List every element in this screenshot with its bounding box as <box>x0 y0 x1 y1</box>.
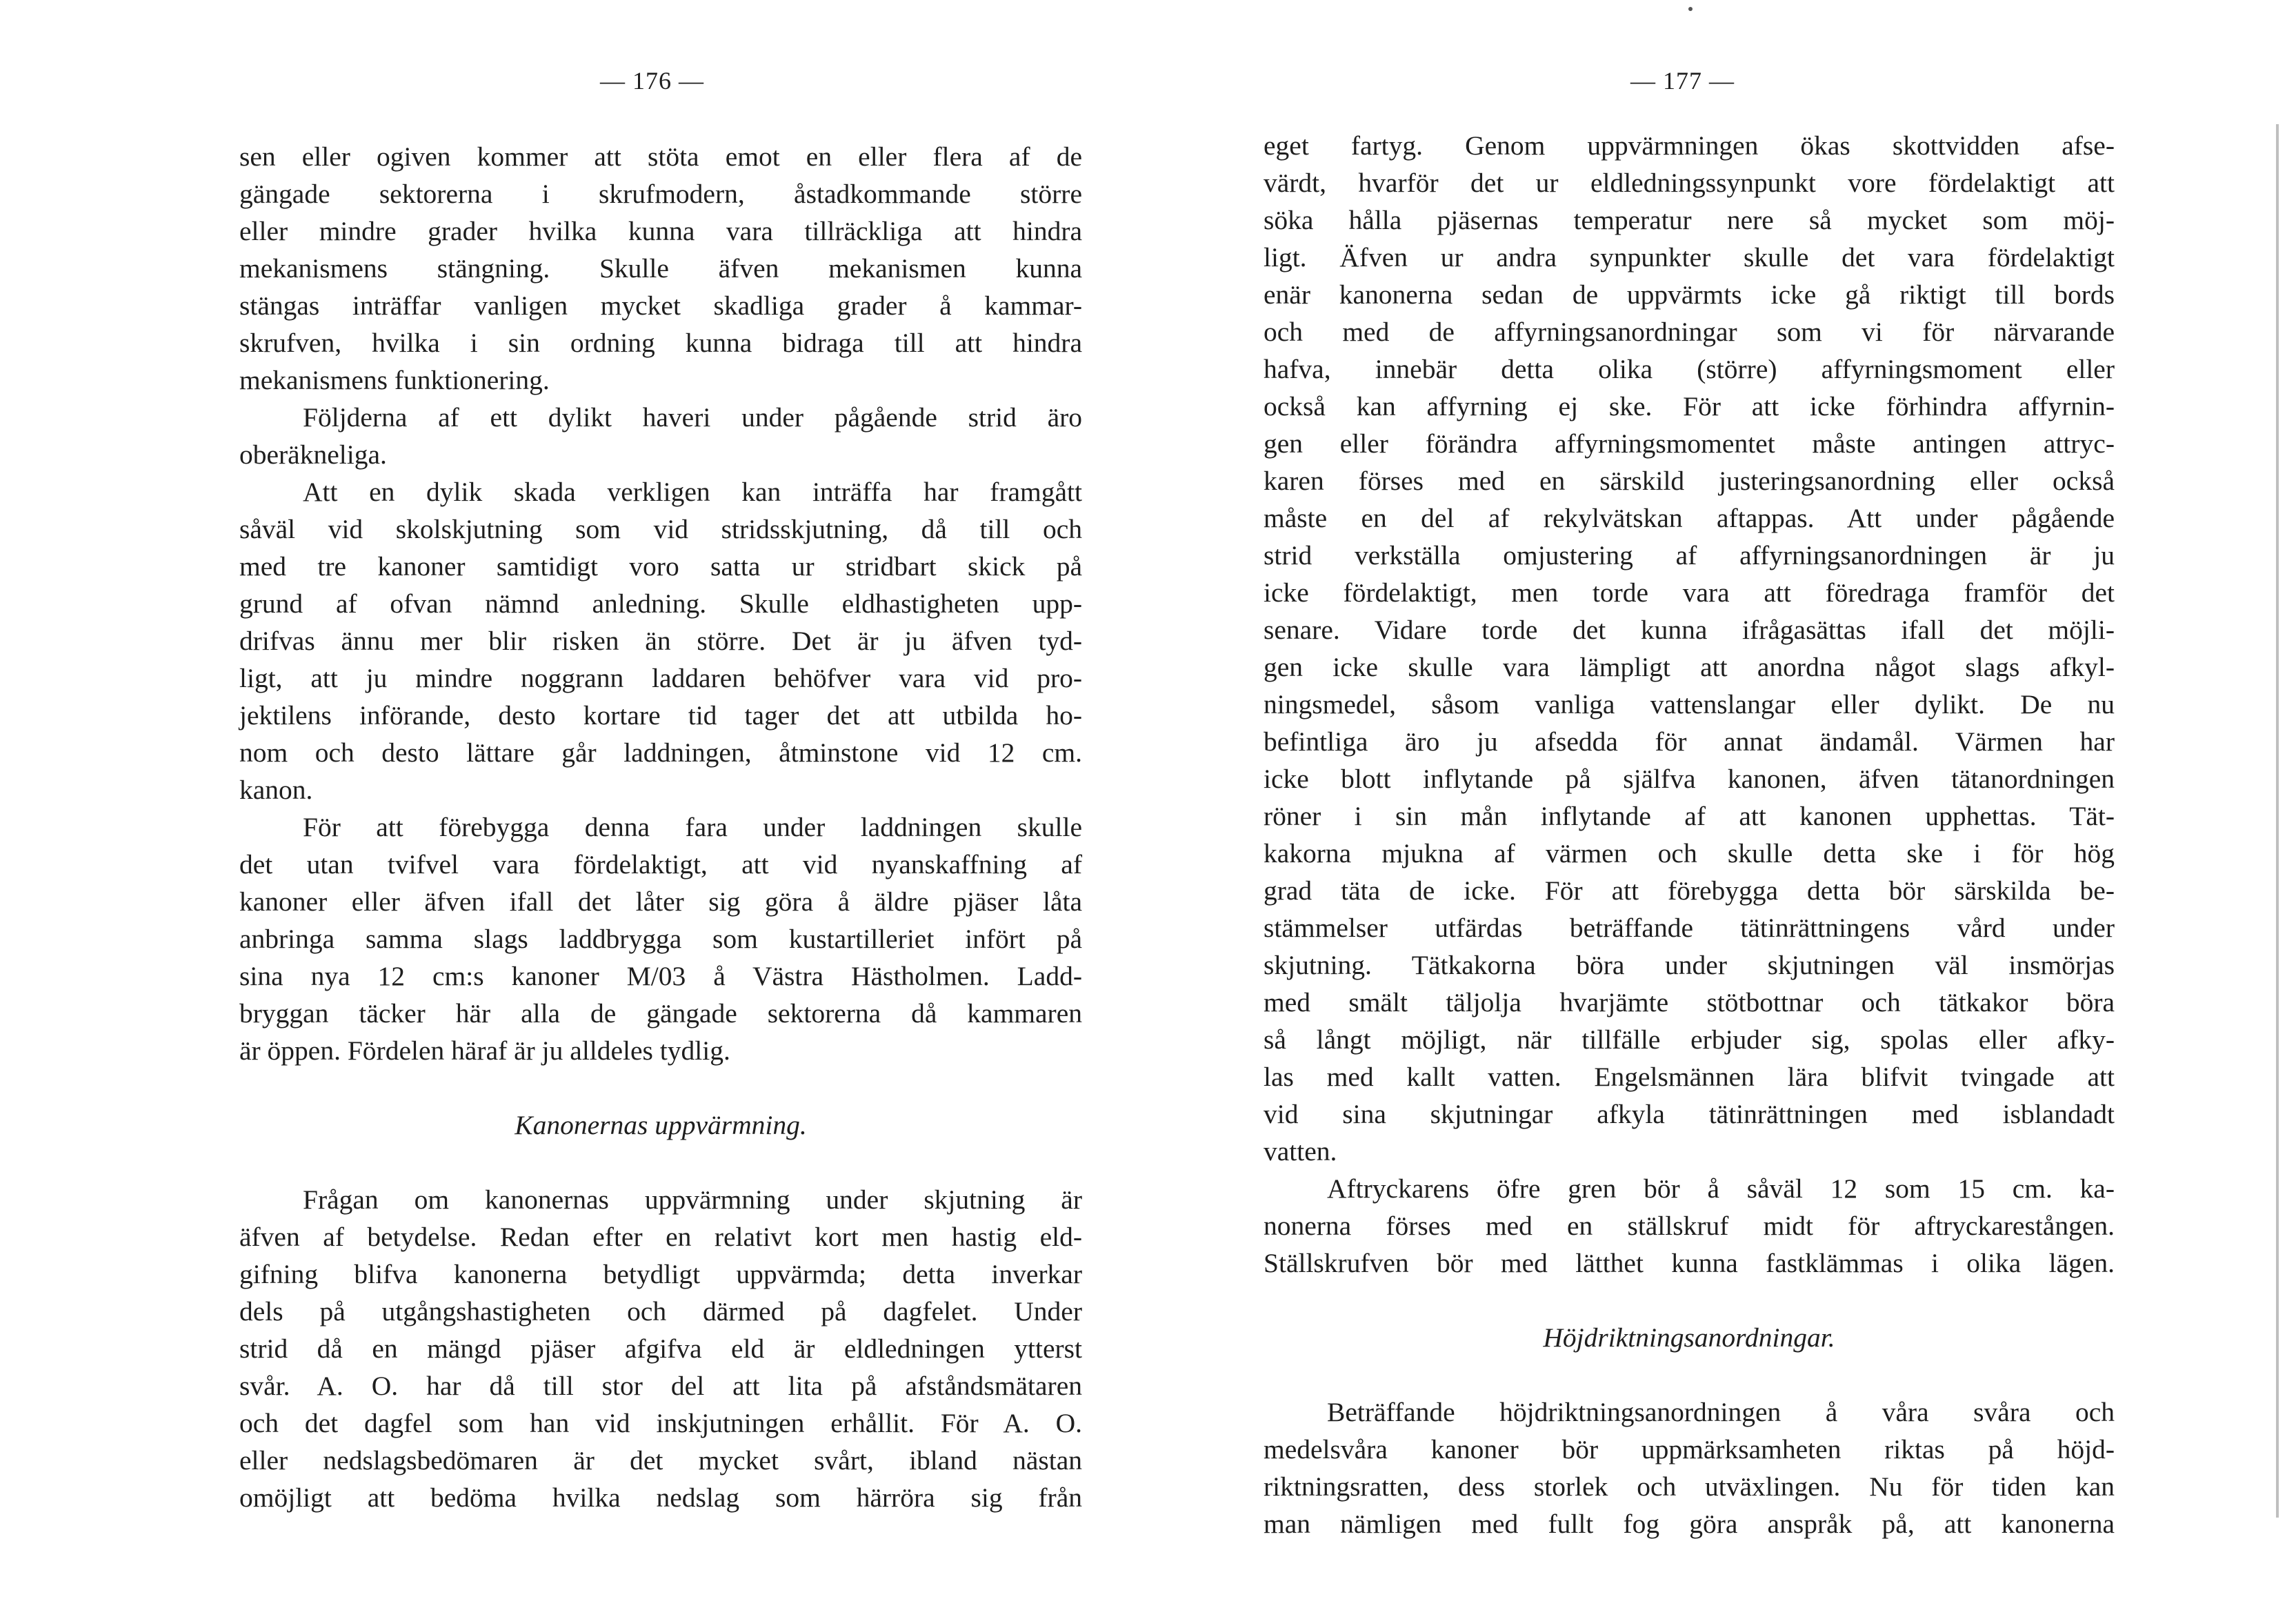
blank-line <box>239 1069 1082 1106</box>
paragraph-first-line: Frågan om kanonernas uppvärmning under skjutning är <box>303 1184 1082 1215</box>
text-line: med tre kanoner samtidigt voro satta ur stridbart skick på <box>239 551 1082 582</box>
text-line: skrufven, hvilka i sin ordning kunna bidraga till att hindra <box>239 328 1082 358</box>
paragraph-first-line: Att en dylik skada verkligen kan inträffa har framgått <box>303 477 1082 507</box>
text-line: gifning blifva kanonerna betydligt uppvärmda; detta inverkar <box>239 1259 1082 1289</box>
text-line: eget fartyg. Genom uppvärmningen ökas skottvidden afse- <box>1264 130 2115 161</box>
text-line: såväl vid skolskjutning som vid stridsskjutning, då till och <box>239 514 1082 544</box>
section-heading: Höjdriktningsanordningar. <box>1543 1322 1835 1353</box>
text-line: skjutning. Tätkakorna böra under skjutningen väl insmörjas <box>1264 950 2115 980</box>
text-line: gängade sektorerna i skrufmodern, åstadkommande större <box>239 179 1082 209</box>
text-line: man nämligen med fullt fog göra anspråk på, att kanonerna <box>1264 1509 2115 1539</box>
text-line: stämmelser utfärdas beträffande tätinrättningens vård under <box>1264 913 2115 943</box>
text-line: sina nya 12 cm:s kanoner M/03 å Västra Hästholmen. Ladd- <box>239 961 1082 991</box>
text-line: ningsmedel, såsom vanliga vattenslangar eller dylikt. De nu <box>1264 689 2115 719</box>
text-line: gen icke skulle vara lämpligt att anordna något slags afkyl- <box>1264 652 2115 682</box>
text-line: mekanismens stängning. Skulle äfven mekanismen kunna <box>239 253 1082 284</box>
text-line: och med de affyrningsanordningar som vi för närvarande <box>1264 317 2115 347</box>
text-line: vid sina skjutningar afkyla tätinrättningen med isblandadt <box>1264 1099 2115 1129</box>
text-line: söka hålla pjäsernas temperatur nere så mycket som möj- <box>1264 205 2115 235</box>
blank-line <box>1264 1282 2115 1319</box>
print-speck <box>1688 7 1693 11</box>
page-number-right: — 177 — <box>1630 67 1735 95</box>
text-line: gen eller förändra affyrningsmomentet måste antingen attryc- <box>1264 428 2115 459</box>
right-page-text <box>1264 127 2115 1542</box>
text-line: nonerna förses med en ställskruf midt för aftryckarestången. <box>1264 1211 2115 1241</box>
text-line: dels på utgångshastigheten och därmed på dagfelet. Under <box>239 1296 1082 1327</box>
text-line: mekanismens funktionering. <box>239 365 550 395</box>
text-line: nom och desto lättare går laddningen, åtminstone vid 12 cm. <box>239 737 1082 768</box>
text-line: karen förses med en särskild justeringsanordning eller också <box>1264 466 2115 496</box>
paragraph-first-line: Beträffande höjdriktningsanordningen å våra svåra och <box>1327 1397 2115 1427</box>
text-line: och det dagfel som han vid inskjutningen erhållit. För A. O. <box>239 1408 1082 1438</box>
text-line: värdt, hvarför det ur eldledningssynpunkt vore fördelaktigt att <box>1264 168 2115 198</box>
paragraph-first-line: För att förebygga denna fara under laddningen skulle <box>303 812 1082 842</box>
text-line: strid verkställa omjustering af affyrningsanordningen är ju <box>1264 540 2115 570</box>
text-line: medelsvåra kanoner bör uppmärksamheten riktas på höjd- <box>1264 1434 2115 1464</box>
paragraph-first-line: Följderna af ett dylikt haveri under pågående strid äro <box>303 402 1082 433</box>
text-line: vatten. <box>1264 1136 1337 1166</box>
text-line: enär kanonerna sedan de uppvärmts icke gå riktigt till bords <box>1264 279 2115 310</box>
text-line: ligt, att ju mindre noggrann laddaren behöfver vara vid pro- <box>239 663 1082 693</box>
text-line: eller nedslagsbedömaren är det mycket svårt, ibland nästan <box>239 1445 1082 1476</box>
right-page <box>1148 0 2296 1619</box>
page-number-left: — 176 — <box>600 67 704 95</box>
text-line: så långt möjligt, när tillfälle erbjuder sig, spolas eller afky- <box>1264 1024 2115 1055</box>
text-line: kanoner eller äfven ifall det låter sig göra å äldre pjäser låta <box>239 886 1082 917</box>
text-line: Ställskrufven bör med lätthet kunna fastklämmas i olika lägen. <box>1264 1248 2115 1278</box>
text-line: anbringa samma slags laddbrygga som kustartilleriet infört på <box>239 924 1082 954</box>
text-line: befintliga äro ju afsedda för annat ändamål. Värmen har <box>1264 726 2115 757</box>
text-line: ligt. Äfven ur andra synpunkter skulle det vara fördelaktigt <box>1264 242 2115 272</box>
text-line: grad täta de icke. För att förebygga detta bör särskilda be- <box>1264 875 2115 906</box>
blank-line <box>1264 1356 2115 1393</box>
text-line: också kan affyrning ej ske. För att icke förhindra affyrnin- <box>1264 391 2115 421</box>
text-line: jektilens införande, desto kortare tid tager det att utbilda ho- <box>239 700 1082 731</box>
blank-line <box>239 1144 1082 1181</box>
text-line: icke blott inflytande på själfva kanonen, äfven tätanordningen <box>1264 764 2115 794</box>
text-line: oberäkneliga. <box>239 439 387 470</box>
text-line: röner i sin mån inflytande af att kanonen upphettas. Tät- <box>1264 801 2115 831</box>
text-line: las med kallt vatten. Engelsmännen lära blifvit tvingade att <box>1264 1062 2115 1092</box>
text-line: bryggan täcker här alla de gängade sektorerna då kammaren <box>239 998 1082 1029</box>
text-line: svår. A. O. har då till stor del att lita på afståndsmätaren <box>239 1371 1082 1401</box>
text-line: hafva, innebär detta olika (större) affyrningsmoment eller <box>1264 354 2115 384</box>
text-line: är öppen. Fördelen häraf är ju alldeles tydlig. <box>239 1035 730 1066</box>
text-line: icke fördelaktigt, men torde vara att föredraga framför det <box>1264 577 2115 608</box>
page-edge-shadow <box>2276 124 2279 1518</box>
text-line: stängas inträffar vanligen mycket skadliga grader å kammar- <box>239 290 1082 321</box>
text-line: eller mindre grader hvilka kunna vara tillräckliga att hindra <box>239 216 1082 246</box>
text-line: drifvas ännu mer blir risken än större. Det är ju äfven tyd- <box>239 626 1082 656</box>
text-line: kanon. <box>239 775 313 805</box>
text-line: riktningsratten, dess storlek och utväxlingen. Nu för tiden kan <box>1264 1471 2115 1502</box>
text-line: omöjligt att bedöma hvilka nedslag som härröra sig från <box>239 1482 1082 1513</box>
text-line: måste en del af rekylvätskan aftappas. Att under pågående <box>1264 503 2115 533</box>
text-line: det utan tvifvel vara fördelaktigt, att vid nyanskaffning af <box>239 849 1082 880</box>
text-line: strid då en mängd pjäser afgifva eld är eldledningen ytterst <box>239 1333 1082 1364</box>
text-line: sen eller ogiven kommer att stöta emot en eller flera af de <box>239 141 1082 172</box>
text-line: kakorna mjukna af värmen och skulle detta ske i för hög <box>1264 838 2115 868</box>
text-line: senare. Vidare torde det kunna ifrågasättas ifall det möjli- <box>1264 615 2115 645</box>
text-line: grund af ofvan nämnd anledning. Skulle eldhastigheten upp- <box>239 588 1082 619</box>
text-line: äfven af betydelse. Redan efter en relativt kort men hastig eld- <box>239 1222 1082 1252</box>
paragraph-first-line: Aftryckarens öfre gren bör å såväl 12 som 15 cm. ka- <box>1327 1173 2115 1204</box>
left-page-text <box>239 138 1082 1516</box>
section-heading: Kanonernas uppvärmning. <box>515 1110 807 1140</box>
text-line: med smält täljolja hvarjämte stötbottnar och tätkakor böra <box>1264 987 2115 1017</box>
